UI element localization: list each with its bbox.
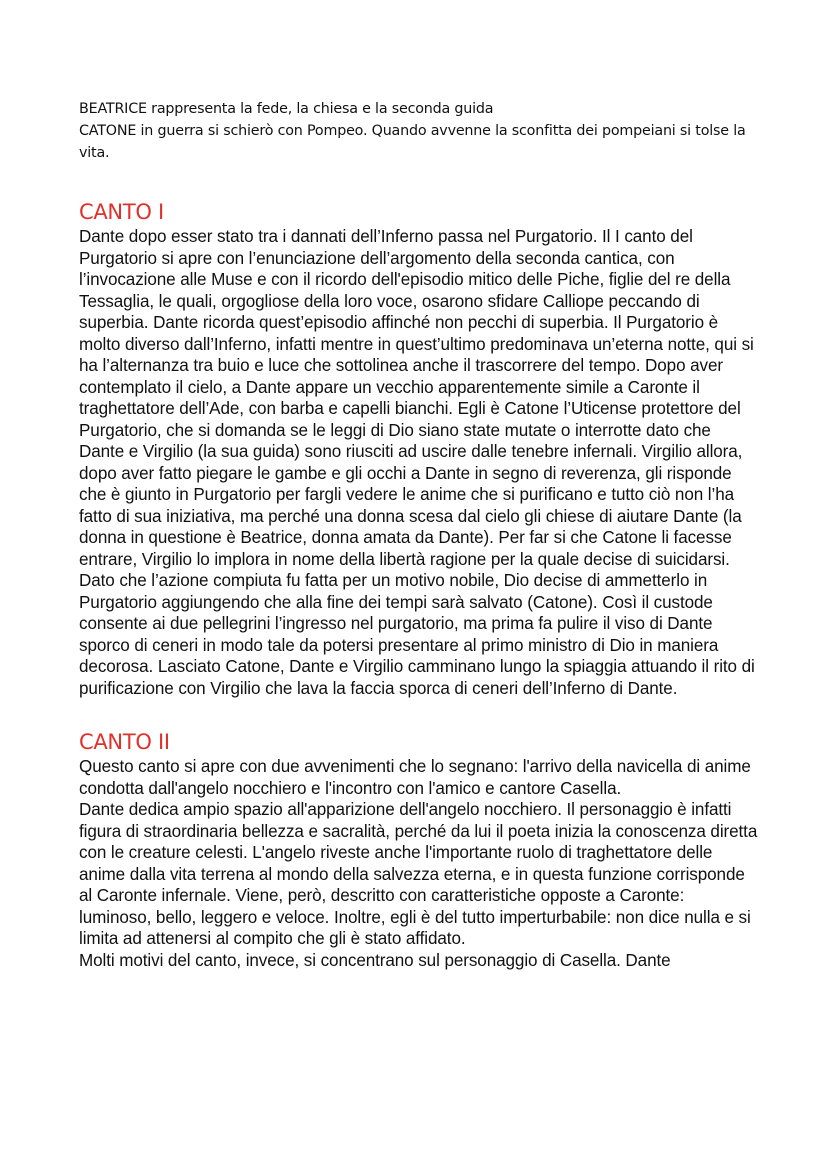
- canto-2-paragraph-1: Questo canto si apre con due avvenimenti che lo segnano: l'arrivo della navicella di anime condotta dall'angelo nocchiero e l'incontro con l'amico e cantore Casella.: [79, 757, 751, 798]
- document-page: [79, 98, 759, 971]
- intro-line-beatrice: BEATRICE rappresenta la fede, la chiesa e la seconda guida: [79, 101, 494, 117]
- canto-1-body: [79, 226, 759, 699]
- intro-notes: [79, 98, 759, 164]
- canto-2-paragraph-3: Molti motivi del canto, invece, si concentrano sul personaggio di Casella. Dante: [79, 950, 671, 970]
- canto-2-body: [79, 756, 759, 971]
- intro-line-catone: CATONE in guerra si schierò con Pompeo. Quando avvenne la sconfitta dei pompeiani si tolse la vita.: [79, 123, 746, 161]
- canto-2-title: CANTO II: [79, 730, 170, 754]
- canto-1-title: CANTO I: [79, 200, 164, 224]
- canto-1-paragraph: Dante dopo esser stato tra i dannati dell’Inferno passa nel Purgatorio. Il I canto del Purgatorio si apre con l’enunciazione dell’argomento della seconda cantica, con l’invocazione alle Muse e con il ricordo dell'episodio mitico delle Piche, figlie del re della Tessaglia, le quali, orgogliose della loro voce, osarono sfidare Calliope peccando di superbia. Dante ricorda quest’episodio affinché non pecchi di superbia. Il Purgatorio è molto diverso dall’Inferno, infatti mentre in quest’ultimo predominava un’eterna notte, qui si ha l’alternanza tra buio e luce che sottolinea anche il trascorrere del tempo. Dopo aver contemplato il cielo, a Dante appare un vecchio apparentemente simile a Caronte il traghettatore dell’Ade, con barba e capelli bianchi. Egli è Catone l’Uticense protettore del Purgatorio, che si domanda se le leggi di Dio siano state mutate o interrotte dato che Dante e Virgilio (la sua guida) sono riusciti ad uscire dalle tenebre infernali. Virgilio allora, dopo aver fatto piegare le gambe e gli occhi a Dante in segno di reverenza, gli risponde che è giunto in Purgatorio per fargli vedere le anime che si purificano e tutto ciò non l’ha fatto di sua iniziativa, ma perché una donna scesa dal cielo gli chiese di aiutare Dante (la donna in questione è Beatrice, donna amata da Dante). Per far si che Catone li facesse entrare, Virgilio lo implora in nome della libertà ragione per la quale decise di suicidarsi. Dato che l’azione compiuta fu fatta per un motivo nobile, Dio decise di ammetterlo in Purgatorio aggiungendo che alla fine dei tempi sarà salvato (Catone). Così il custode consente ai due pellegrini l’ingresso nel purgatorio, ma prima fa pulire il viso di Dante sporco di ceneri in modo tale da potersi presentare al primo ministro di Dio in maniera decorosa. Lasciato Catone, Dante e Virgilio camminano lungo la spiaggia attuando il rito di purificazione con Virgilio che lava la faccia sporca di ceneri dell’Inferno di Dante.: [79, 227, 755, 698]
- canto-2-paragraph-2: Dante dedica ampio spazio all'apparizione dell'angelo nocchiero. Il personaggio è infatti figura di straordinaria bellezza e sacralità, perché da lui il poeta inizia la conoscenza diretta con le creature celesti. L'angelo riveste anche l'importante ruolo di traghettatore delle anime dalla vita terrena al mondo della salvezza eterna, e in questa funzione corrisponde al Caronte infernale. Viene, però, descritto con caratteristiche opposte a Caronte: luminoso, bello, leggero e veloce. Inoltre, egli è del tutto imperturbabile: non dice nulla e si limita ad attenersi al compito che gli è stato affidato.: [79, 800, 758, 948]
